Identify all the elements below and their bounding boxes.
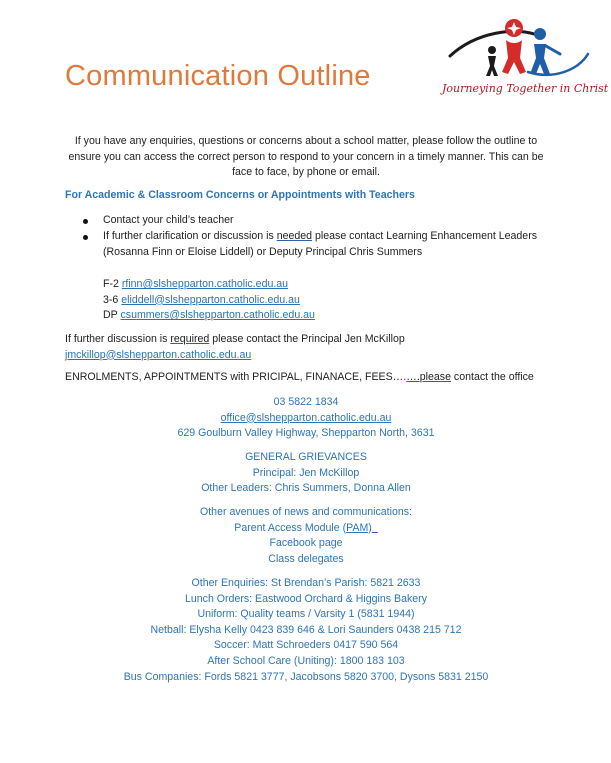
- facebook-line: Facebook page: [269, 537, 343, 550]
- pam-text: Parent Access Module (: [234, 521, 347, 534]
- contact-label: DP: [103, 309, 121, 322]
- email-link-eliddell[interactable]: eliddell@slshepparton.catholic.edu.au: [121, 293, 300, 306]
- contact-label: 3-6: [103, 293, 122, 306]
- grievances-principal: Principal: Jen McKillop: [252, 466, 360, 479]
- bullet-text: Contact your child’s teacher: [103, 214, 234, 226]
- other-contact-line: Soccer: Matt Schroeders 0417 590 564: [213, 639, 399, 652]
- other-contacts-block: [65, 576, 547, 685]
- list-item: [65, 213, 545, 229]
- pam-link[interactable]: PAM): [346, 521, 372, 534]
- avenues-block: [65, 505, 547, 567]
- other-contact-line: After School Care (Uniting): 1800 183 103: [207, 654, 405, 667]
- grievances-heading: GENERAL GRIEVANCES: [245, 451, 367, 463]
- delegates-line: Class delegates: [268, 552, 344, 565]
- text-pre: If further discussion is: [65, 333, 171, 345]
- bullet-text-post: please contact Learning Enhancement Leaders (Rosanna Finn or Eloise Liddell) or Deputy Principal Chris Summers: [103, 229, 538, 258]
- contact-row: [103, 277, 315, 293]
- email-link-jmckillop[interactable]: jmckillop@slshepparton.catholic.edu.au: [65, 348, 252, 361]
- contact-label: F-2: [103, 278, 122, 290]
- underlined-word: needed: [276, 229, 313, 242]
- text-post: contact the office: [450, 371, 534, 383]
- principal-text: [65, 332, 405, 348]
- avenues-heading: Other avenues of news and communications:: [200, 506, 412, 518]
- grievances-block: [65, 450, 547, 497]
- other-contact-line: Lunch Orders: Eastwood Orchard & Higgins Bakery: [184, 592, 427, 605]
- office-email-link[interactable]: office@slshepparton.catholic.edu.au: [220, 411, 392, 424]
- office-phone: 03 5822 1834: [273, 396, 339, 408]
- email-link-csummers[interactable]: csummers@slshepparton.catholic.edu.au: [120, 309, 315, 322]
- bullet-text-pre: If further clarification or discussion is: [103, 229, 277, 242]
- contact-row: [103, 308, 315, 324]
- academic-bullet-list: [65, 213, 545, 260]
- logo-figures-icon: [436, 14, 596, 84]
- other-contact-line: Netball: Elysha Kelly 0423 839 646 & Lori Saunders 0438 215 712: [150, 623, 462, 636]
- school-logo: [436, 14, 609, 100]
- bullet-icon: [83, 219, 88, 224]
- other-contact-line: Bus Companies: Fords 5821 3777, Jacobsons 5820 3700, Dysons 5831 2150: [123, 670, 489, 683]
- list-item: [65, 229, 545, 261]
- text-pre: ENROLMENTS, APPOINTMENTS with PRICIPAL, FINANACE, FEES….: [65, 371, 407, 383]
- underlined-word: ….please: [406, 371, 451, 383]
- page-title: Communication Outline: [65, 60, 371, 92]
- pam-line: [65, 521, 547, 537]
- principal-contact: [65, 332, 405, 363]
- underlined-word: required: [170, 333, 210, 345]
- teacher-contacts: [103, 277, 315, 324]
- grievances-others: Other Leaders: Chris Summers, Donna Allen: [201, 482, 411, 495]
- text-post: please contact the Principal Jen McKillop: [209, 333, 405, 345]
- other-contact-line: Uniform: Quality teams / Varsity 1 (5831 1944): [197, 608, 415, 621]
- bullet-icon: [83, 235, 88, 240]
- logo-tagline: Journeying Together in Christ: [442, 82, 609, 95]
- intro-paragraph: If you have any enquiries, questions or concerns about a school matter, please follow the outline to ensure you can access the correct person to respond to your concern in a timely manner. This can be face to face, by phone or email.: [68, 135, 544, 179]
- contact-row: [103, 293, 315, 309]
- academic-heading: For Academic & Classroom Concerns or Appointments with Teachers: [65, 189, 415, 201]
- email-link-rfinn[interactable]: rfinn@slshepparton.catholic.edu.au: [121, 278, 289, 290]
- office-address: 629 Goulburn Valley Highway, Shepparton North, 3631: [177, 427, 435, 440]
- office-block: [65, 395, 547, 442]
- other-contact-line: Other Enquiries: St Brendan’s Parish: 5821 2633: [191, 577, 421, 589]
- enrolments-line: [65, 371, 534, 383]
